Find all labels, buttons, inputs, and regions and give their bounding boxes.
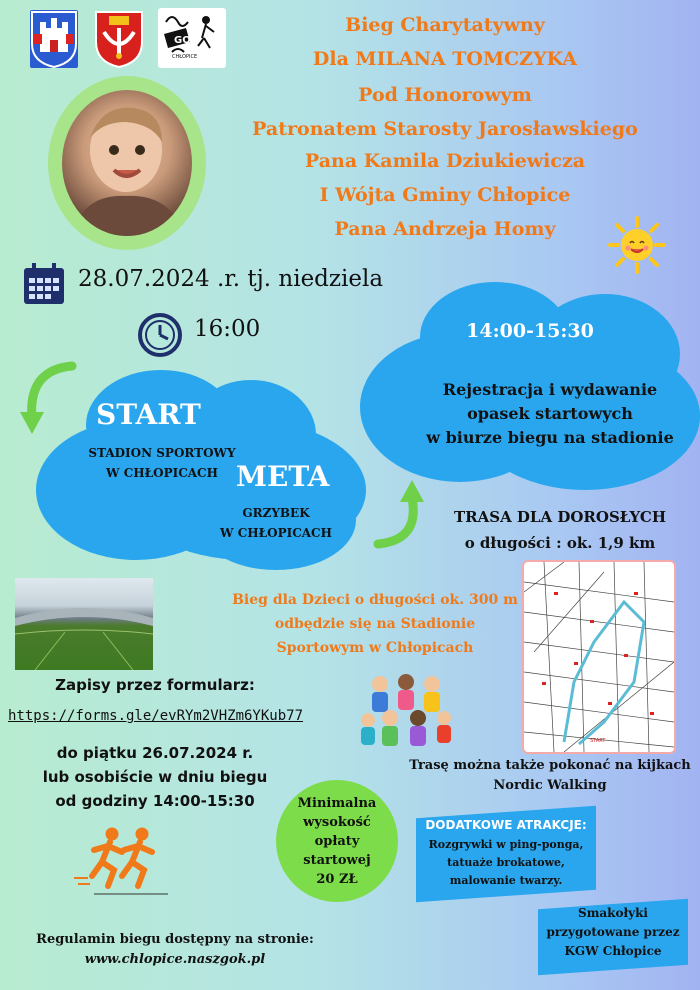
fee-line-1: Minimalna xyxy=(297,796,377,811)
runners-icon xyxy=(74,826,170,896)
title-line-6: I Wójta Gminy Chłopice xyxy=(319,184,571,206)
registration-cloud xyxy=(360,282,700,492)
meta-place-1: GRZYBEK xyxy=(242,506,310,520)
sun-icon xyxy=(608,216,666,274)
start-meta-cloud xyxy=(36,370,366,570)
kids-line-2: odbędzie się na Stadionie xyxy=(274,616,476,632)
title-line-1: Bieg Charytatywny xyxy=(345,14,545,36)
snacks-line-2: przygotowane przez xyxy=(546,925,680,939)
attractions-title: DODATKOWE ATRAKCJE: xyxy=(425,818,587,832)
fee-line-3: opłaty xyxy=(314,834,360,849)
fee-line-2: wysokość xyxy=(303,815,371,830)
website-link[interactable]: www.chlopice.naszgok.pl xyxy=(84,952,266,967)
kids-line-3: Sportowym w Chłopicach xyxy=(276,640,474,656)
gok-logo-sublabel: CHŁOPICE xyxy=(172,54,198,60)
rules-label: Regulamin biegu dostępny na stronie: xyxy=(36,932,314,947)
gok-logo-label: GOK xyxy=(174,35,199,46)
route-length: o długości : ok. 1,9 km xyxy=(464,534,656,552)
signup-deadline-2: lub osobiście w dniu biegu xyxy=(42,768,268,786)
start-place-1: STADION SPORTOWY xyxy=(88,446,236,460)
start-place-2: W CHŁOPICACH xyxy=(106,466,218,480)
route-map xyxy=(522,560,676,754)
attractions-line-2: tatuaże brokatowe, xyxy=(447,856,565,869)
title-line-7: Pana Andrzeja Homy xyxy=(334,218,556,240)
fee-circle xyxy=(276,780,398,902)
title-line-5: Pana Kamila Dziukiewicza xyxy=(304,150,586,172)
fee-line-4: startowej xyxy=(303,853,371,868)
route-map-start-label: START xyxy=(590,738,606,744)
attractions-line-3: malowanie twarzy. xyxy=(449,874,563,887)
registration-time: 14:00-15:30 xyxy=(466,320,594,342)
registration-line-1: Rejestracja i wydawanie xyxy=(442,380,658,399)
title-line-4: Patronatem Starosty Jarosławskiego xyxy=(252,118,638,140)
title-line-3: Pod Honorowym xyxy=(358,84,532,106)
signup-deadline-3: od godziny 14:00-15:30 xyxy=(55,792,255,810)
registration-line-2: opasek startowych xyxy=(467,404,633,423)
signup-label: Zapisy przez formularz: xyxy=(55,676,255,694)
kids-line-1: Bieg dla Dzieci o długości ok. 300 m xyxy=(232,592,518,608)
title-line-2: Dla MILANA TOMCZYKA xyxy=(312,48,578,70)
portrait-photo xyxy=(48,76,206,250)
gok-logo-icon xyxy=(158,8,226,68)
crest-jaroslaw-icon xyxy=(30,10,78,68)
meta-place-2: W CHŁOPICACH xyxy=(220,526,332,540)
event-time: 16:00 xyxy=(194,316,261,342)
signup-deadline-1: do piątku 26.07.2024 r. xyxy=(56,744,254,762)
route-title: TRASA DLA DOROSŁYCH xyxy=(453,508,667,526)
clock-icon xyxy=(137,312,183,358)
signup-form-link[interactable]: https://forms.gle/evRYm2VHZm6YKub77 xyxy=(8,708,304,724)
kids-icon xyxy=(360,670,456,754)
meta-label: META xyxy=(236,460,330,493)
stadium-photo xyxy=(15,578,153,670)
snacks-line-3: KGW Chłopice xyxy=(564,944,662,958)
crest-chlopice-icon xyxy=(94,10,142,68)
calendar-icon xyxy=(22,262,66,306)
attractions-line-1: Rozgrywki w ping-ponga, xyxy=(428,838,584,851)
start-label: START xyxy=(96,398,201,431)
arrow-right-icon xyxy=(368,476,428,556)
event-date: 28.07.2024 .r. tj. niedziela xyxy=(78,266,384,292)
snacks-line-1: Smakołyki xyxy=(578,906,648,920)
nordic-line-1: Trasę można także pokonać na kijkach xyxy=(409,758,691,773)
fee-amount: 20 ZŁ xyxy=(316,872,358,887)
nordic-line-2: Nordic Walking xyxy=(493,778,607,793)
registration-line-3: w biurze biegu na stadionie xyxy=(426,428,674,447)
